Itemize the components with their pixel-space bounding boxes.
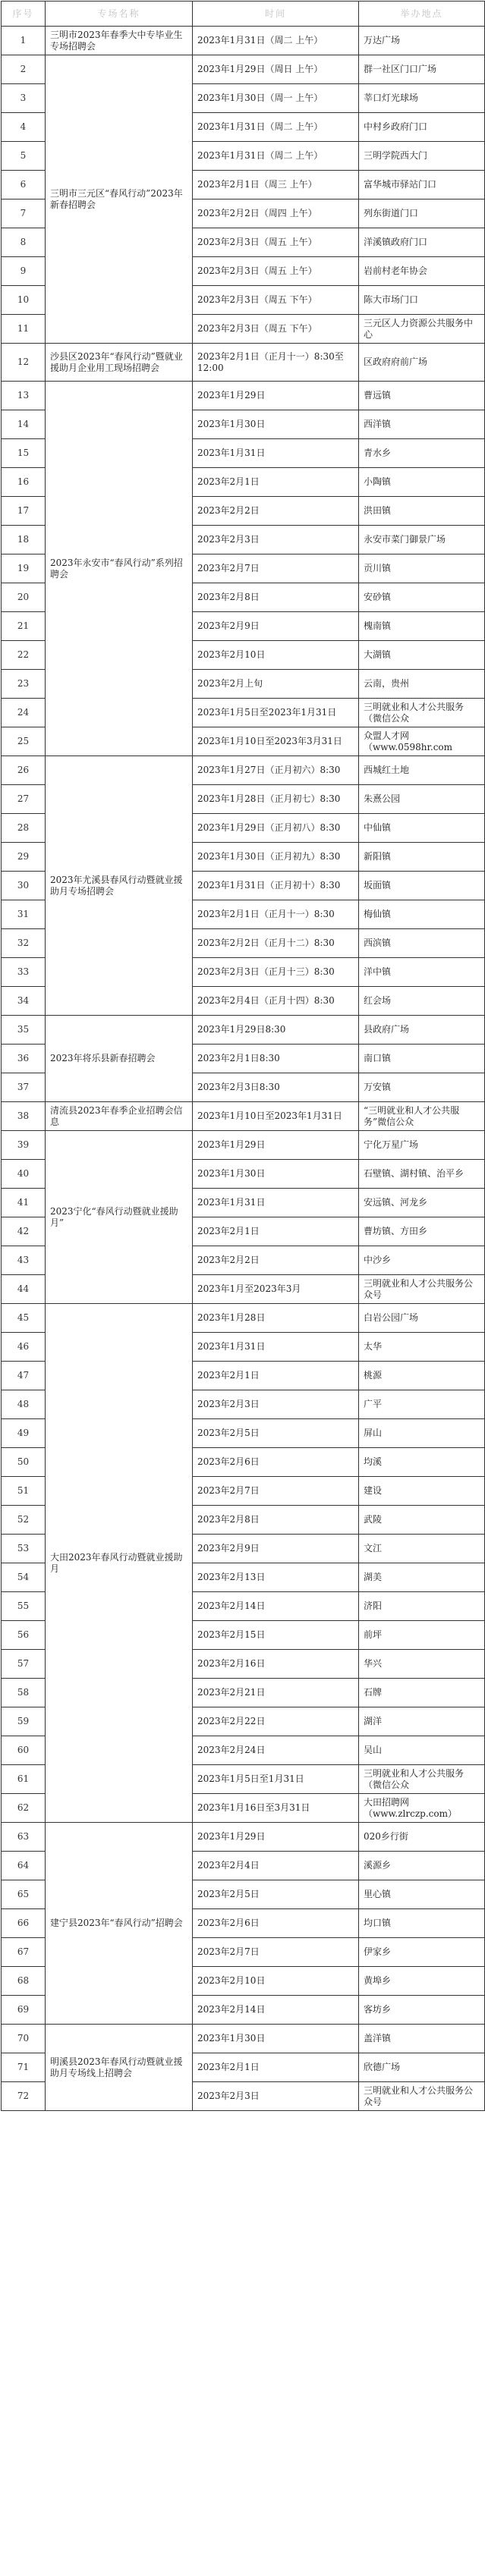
row-index: 63 — [2, 1823, 46, 1852]
time-cell: 2023年2月6日 — [193, 1909, 359, 1938]
place-cell: 县政府广场 — [359, 1016, 485, 1045]
time-cell: 2023年2月1日（周三 上午） — [193, 171, 359, 199]
time-cell: 2023年2月16日 — [193, 1650, 359, 1679]
row-index: 4 — [2, 113, 46, 142]
place-cell: 白岩公园广场 — [359, 1304, 485, 1333]
place-cell: 屏山 — [359, 1419, 485, 1448]
row-index: 22 — [2, 641, 46, 670]
place-cell: 前坪 — [359, 1621, 485, 1650]
row-index: 65 — [2, 1880, 46, 1909]
place-cell: 朱熹公园 — [359, 785, 485, 814]
time-cell: 2023年1月31日（周二 上午） — [193, 27, 359, 55]
table-row — [2, 2025, 485, 2053]
row-index: 2 — [2, 55, 46, 84]
time-cell: 2023年2月3日（正月十三）8:30 — [193, 958, 359, 987]
time-cell: 2023年2月9日 — [193, 1535, 359, 1563]
time-cell: 2023年2月5日 — [193, 1880, 359, 1909]
time-cell: 2023年2月2日 — [193, 1246, 359, 1275]
row-index: 14 — [2, 410, 46, 439]
table-row — [2, 1823, 485, 1852]
row-index: 5 — [2, 142, 46, 171]
row-index: 60 — [2, 1736, 46, 1765]
place-cell: 吴山 — [359, 1736, 485, 1765]
time-cell: 2023年1月至2023年3月 — [193, 1275, 359, 1304]
place-cell: 群一社区门口广场 — [359, 55, 485, 84]
fair-name-cell: 2023年尤溪县春风行动暨就业援助月专场招聘会 — [46, 756, 193, 1016]
header-row — [2, 2, 485, 27]
time-cell: 2023年1月31日（周二 上午） — [193, 113, 359, 142]
time-cell: 2023年1月29日8:30 — [193, 1016, 359, 1045]
time-cell: 2023年2月6日 — [193, 1448, 359, 1477]
place-cell: 众盟人才网（www.0598hr.com — [359, 727, 485, 756]
table-row — [2, 756, 485, 785]
place-cell: 富华城市驿站门口 — [359, 171, 485, 199]
time-cell: 2023年2月4日（正月十四）8:30 — [193, 987, 359, 1016]
place-cell: “三明就业和人才公共服务”微信公众 — [359, 1102, 485, 1131]
row-index: 69 — [2, 1996, 46, 2025]
place-cell: 三明学院西大门 — [359, 142, 485, 171]
place-cell: 南口镇 — [359, 1045, 485, 1073]
time-cell: 2023年2月7日 — [193, 1938, 359, 1967]
time-cell: 2023年2月10日 — [193, 1967, 359, 1996]
row-index: 7 — [2, 199, 46, 228]
row-index: 1 — [2, 27, 46, 55]
row-index: 71 — [2, 2053, 46, 2082]
table-row — [2, 1131, 485, 1160]
place-cell: 西城红土地 — [359, 756, 485, 785]
header-time: 时间 — [193, 2, 359, 27]
time-cell: 2023年2月7日 — [193, 554, 359, 583]
fair-name-cell: 2023年将乐县新春招聘会 — [46, 1016, 193, 1102]
table-row — [2, 1102, 485, 1131]
time-cell: 2023年2月3日（周五 上午） — [193, 257, 359, 286]
row-index: 56 — [2, 1621, 46, 1650]
table-row — [2, 344, 485, 382]
row-index: 42 — [2, 1217, 46, 1246]
recruitment-schedule-table — [1, 1, 485, 2111]
row-index: 31 — [2, 900, 46, 929]
time-cell: 2023年1月28日 — [193, 1304, 359, 1333]
time-cell: 2023年1月5日至1月31日 — [193, 1765, 359, 1794]
row-index: 72 — [2, 2082, 46, 2111]
header-index: 序号 — [2, 2, 46, 27]
place-cell: 里心镇 — [359, 1880, 485, 1909]
time-cell: 2023年2月1日 — [193, 1362, 359, 1390]
place-cell: 太华 — [359, 1333, 485, 1362]
row-index: 58 — [2, 1679, 46, 1707]
row-index: 13 — [2, 382, 46, 410]
place-cell: 洪田镇 — [359, 497, 485, 526]
time-cell: 2023年1月31日（正月初十）8:30 — [193, 872, 359, 900]
row-index: 66 — [2, 1909, 46, 1938]
time-cell: 2023年2月1日（正月十一）8:30 — [193, 900, 359, 929]
table-row — [2, 382, 485, 410]
place-cell: 西洋镇 — [359, 410, 485, 439]
row-index: 59 — [2, 1707, 46, 1736]
row-index: 18 — [2, 526, 46, 554]
time-cell: 2023年1月31日（周二 上午） — [193, 142, 359, 171]
time-cell: 2023年2月13日 — [193, 1563, 359, 1592]
row-index: 10 — [2, 286, 46, 315]
row-index: 35 — [2, 1016, 46, 1045]
place-cell: 洋中镇 — [359, 958, 485, 987]
time-cell: 2023年2月21日 — [193, 1679, 359, 1707]
place-cell: 红会场 — [359, 987, 485, 1016]
time-cell: 2023年1月29日 — [193, 1131, 359, 1160]
place-cell: 洋溪镇政府门口 — [359, 228, 485, 257]
row-index: 16 — [2, 468, 46, 497]
time-cell: 2023年2月7日 — [193, 1477, 359, 1506]
time-cell: 2023年1月30日 — [193, 410, 359, 439]
row-index: 54 — [2, 1563, 46, 1592]
time-cell: 2023年2月22日 — [193, 1707, 359, 1736]
place-cell: 三明就业和人才公共服务公众号 — [359, 1275, 485, 1304]
row-index: 26 — [2, 756, 46, 785]
row-index: 12 — [2, 344, 46, 382]
place-cell: 三明就业和人才公共服务（微信公众 — [359, 1765, 485, 1794]
row-index: 20 — [2, 583, 46, 612]
place-cell: 广平 — [359, 1390, 485, 1419]
place-cell: 桃源 — [359, 1362, 485, 1390]
row-index: 68 — [2, 1967, 46, 1996]
time-cell: 2023年2月4日 — [193, 1852, 359, 1880]
row-index: 62 — [2, 1794, 46, 1823]
place-cell: 中仙镇 — [359, 814, 485, 843]
row-index: 45 — [2, 1304, 46, 1333]
time-cell: 2023年1月30日 — [193, 1160, 359, 1189]
place-cell: 武陵 — [359, 1506, 485, 1535]
row-index: 55 — [2, 1592, 46, 1621]
place-cell: 三元区人力资源公共服务中心 — [359, 315, 485, 344]
time-cell: 2023年1月31日 — [193, 1333, 359, 1362]
time-cell: 2023年1月16日至3月31日 — [193, 1794, 359, 1823]
fair-name-cell: 沙县区2023年“春风行动”暨就业援助月企业用工现场招聘会 — [46, 344, 193, 382]
row-index: 6 — [2, 171, 46, 199]
header-fair-name: 专场名称 — [46, 2, 193, 27]
place-cell: 文江 — [359, 1535, 485, 1563]
time-cell: 2023年2月3日（周五 下午） — [193, 315, 359, 344]
row-index: 11 — [2, 315, 46, 344]
place-cell: 万达广场 — [359, 27, 485, 55]
place-cell: 石壁镇、湖村镇、治平乡 — [359, 1160, 485, 1189]
time-cell: 2023年1月30日（周一 上午） — [193, 84, 359, 113]
time-cell: 2023年1月30日（正月初九）8:30 — [193, 843, 359, 872]
row-index: 44 — [2, 1275, 46, 1304]
place-cell: 020乡行街 — [359, 1823, 485, 1852]
place-cell: 黄埠乡 — [359, 1967, 485, 1996]
place-cell: 石牌 — [359, 1679, 485, 1707]
table-row — [2, 55, 485, 84]
time-cell: 2023年2月2日（正月十二）8:30 — [193, 929, 359, 958]
row-index: 23 — [2, 670, 46, 699]
row-index: 30 — [2, 872, 46, 900]
fair-name-cell: 明溪县2023年春风行动暨就业援助月专场线上招聘会 — [46, 2025, 193, 2111]
time-cell: 2023年2月3日（周五 上午） — [193, 228, 359, 257]
time-cell: 2023年2月9日 — [193, 612, 359, 641]
place-cell: 建设 — [359, 1477, 485, 1506]
fair-name-cell: 2023宁化“春风行动暨就业援助月” — [46, 1131, 193, 1304]
time-cell: 2023年2月24日 — [193, 1736, 359, 1765]
place-cell: 湖美 — [359, 1563, 485, 1592]
time-cell: 2023年1月29日 — [193, 382, 359, 410]
place-cell: 安砂镇 — [359, 583, 485, 612]
time-cell: 2023年2月1日 — [193, 468, 359, 497]
place-cell: 伊家乡 — [359, 1938, 485, 1967]
fair-name-cell: 2023年永安市“春风行动”系列招聘会 — [46, 382, 193, 756]
table-row — [2, 27, 485, 55]
row-index: 43 — [2, 1246, 46, 1275]
time-cell: 2023年2月上旬 — [193, 670, 359, 699]
row-index: 32 — [2, 929, 46, 958]
place-cell: 大田招聘网（www.zlrczp.com） — [359, 1794, 485, 1823]
time-cell: 2023年2月1日（正月十一）8:30至12:00 — [193, 344, 359, 382]
time-cell: 2023年2月1日 — [193, 2053, 359, 2082]
place-cell: 永安市菜门御景广场 — [359, 526, 485, 554]
row-index: 50 — [2, 1448, 46, 1477]
row-index: 15 — [2, 439, 46, 468]
place-cell: 小陶镇 — [359, 468, 485, 497]
time-cell: 2023年1月28日（正月初七）8:30 — [193, 785, 359, 814]
fair-name-cell: 三明市三元区“春风行动”2023年新春招聘会 — [46, 55, 193, 344]
place-cell: 华兴 — [359, 1650, 485, 1679]
place-cell: 安远镇、河龙乡 — [359, 1189, 485, 1217]
time-cell: 2023年1月31日 — [193, 439, 359, 468]
header-place: 举办地点 — [359, 2, 485, 27]
place-cell: 槐南镇 — [359, 612, 485, 641]
time-cell: 2023年1月30日 — [193, 2025, 359, 2053]
place-cell: 青水乡 — [359, 439, 485, 468]
place-cell: 梅仙镇 — [359, 900, 485, 929]
time-cell: 2023年1月29日（周日 上午） — [193, 55, 359, 84]
place-cell: 西滨镇 — [359, 929, 485, 958]
row-index: 48 — [2, 1390, 46, 1419]
time-cell: 2023年2月15日 — [193, 1621, 359, 1650]
row-index: 67 — [2, 1938, 46, 1967]
place-cell: 曹远镇 — [359, 382, 485, 410]
place-cell: 曹坊镇、方田乡 — [359, 1217, 485, 1246]
row-index: 28 — [2, 814, 46, 843]
row-index: 70 — [2, 2025, 46, 2053]
time-cell: 2023年1月29日（正月初八）8:30 — [193, 814, 359, 843]
row-index: 17 — [2, 497, 46, 526]
table-row — [2, 1016, 485, 1045]
time-cell: 2023年2月2日（周四 上午） — [193, 199, 359, 228]
place-cell: 溪源乡 — [359, 1852, 485, 1880]
row-index: 47 — [2, 1362, 46, 1390]
place-cell: 云南，贵州 — [359, 670, 485, 699]
place-cell: 三明就业和人才公共服务（微信公众 — [359, 699, 485, 727]
row-index: 46 — [2, 1333, 46, 1362]
fair-name-cell: 清流县2023年春季企业招聘会信息 — [46, 1102, 193, 1131]
place-cell: 均溪 — [359, 1448, 485, 1477]
place-cell: 济阳 — [359, 1592, 485, 1621]
time-cell: 2023年2月2日 — [193, 497, 359, 526]
time-cell: 2023年1月31日 — [193, 1189, 359, 1217]
place-cell: 莘口灯光球场 — [359, 84, 485, 113]
time-cell: 2023年1月10日至2023年3月31日 — [193, 727, 359, 756]
time-cell: 2023年1月10日至2023年1月31日 — [193, 1102, 359, 1131]
time-cell: 2023年2月1日 — [193, 1217, 359, 1246]
place-cell: 均口镇 — [359, 1909, 485, 1938]
place-cell: 中村乡政府门口 — [359, 113, 485, 142]
row-index: 24 — [2, 699, 46, 727]
time-cell: 2023年2月3日 — [193, 2082, 359, 2111]
time-cell: 2023年2月8日 — [193, 1506, 359, 1535]
row-index: 9 — [2, 257, 46, 286]
time-cell: 2023年1月5日至2023年1月31日 — [193, 699, 359, 727]
place-cell: 客坊乡 — [359, 1996, 485, 2025]
row-index: 52 — [2, 1506, 46, 1535]
place-cell: 区政府府前广场 — [359, 344, 485, 382]
row-index: 21 — [2, 612, 46, 641]
time-cell: 2023年2月1日8:30 — [193, 1045, 359, 1073]
fair-name-cell: 三明市2023年春季大中专毕业生专场招聘会 — [46, 27, 193, 55]
row-index: 39 — [2, 1131, 46, 1160]
place-cell: 坂面镇 — [359, 872, 485, 900]
place-cell: 贡川镇 — [359, 554, 485, 583]
row-index: 41 — [2, 1189, 46, 1217]
row-index: 8 — [2, 228, 46, 257]
place-cell: 盖洋镇 — [359, 2025, 485, 2053]
place-cell: 陈大市场门口 — [359, 286, 485, 315]
row-index: 29 — [2, 843, 46, 872]
time-cell: 2023年2月5日 — [193, 1419, 359, 1448]
place-cell: 新阳镇 — [359, 843, 485, 872]
time-cell: 2023年2月8日 — [193, 583, 359, 612]
row-index: 27 — [2, 785, 46, 814]
row-index: 3 — [2, 84, 46, 113]
row-index: 34 — [2, 987, 46, 1016]
row-index: 61 — [2, 1765, 46, 1794]
place-cell: 宁化万星广场 — [359, 1131, 485, 1160]
row-index: 49 — [2, 1419, 46, 1448]
place-cell: 万安镇 — [359, 1073, 485, 1102]
place-cell: 三明就业和人才公共服务公众号 — [359, 2082, 485, 2111]
row-index: 25 — [2, 727, 46, 756]
row-index: 57 — [2, 1650, 46, 1679]
time-cell: 2023年1月27日（正月初六）8:30 — [193, 756, 359, 785]
row-index: 64 — [2, 1852, 46, 1880]
row-index: 36 — [2, 1045, 46, 1073]
time-cell: 2023年2月3日8:30 — [193, 1073, 359, 1102]
place-cell: 中沙乡 — [359, 1246, 485, 1275]
time-cell: 2023年2月3日 — [193, 1390, 359, 1419]
row-index: 53 — [2, 1535, 46, 1563]
place-cell: 列东街道门口 — [359, 199, 485, 228]
place-cell: 大湖镇 — [359, 641, 485, 670]
place-cell: 岩前村老年协会 — [359, 257, 485, 286]
row-index: 51 — [2, 1477, 46, 1506]
place-cell: 湖洋 — [359, 1707, 485, 1736]
row-index: 33 — [2, 958, 46, 987]
time-cell: 2023年2月10日 — [193, 641, 359, 670]
place-cell: 欣德广场 — [359, 2053, 485, 2082]
time-cell: 2023年2月14日 — [193, 1996, 359, 2025]
time-cell: 2023年2月3日（周五 下午） — [193, 286, 359, 315]
time-cell: 2023年1月29日 — [193, 1823, 359, 1852]
fair-name-cell: 建宁县2023年“春风行动”招聘会 — [46, 1823, 193, 2025]
table-row — [2, 1304, 485, 1333]
row-index: 38 — [2, 1102, 46, 1131]
row-index: 37 — [2, 1073, 46, 1102]
row-index: 40 — [2, 1160, 46, 1189]
time-cell: 2023年2月3日 — [193, 526, 359, 554]
fair-name-cell: 大田2023年春风行动暨就业援助月 — [46, 1304, 193, 1823]
row-index: 19 — [2, 554, 46, 583]
time-cell: 2023年2月14日 — [193, 1592, 359, 1621]
